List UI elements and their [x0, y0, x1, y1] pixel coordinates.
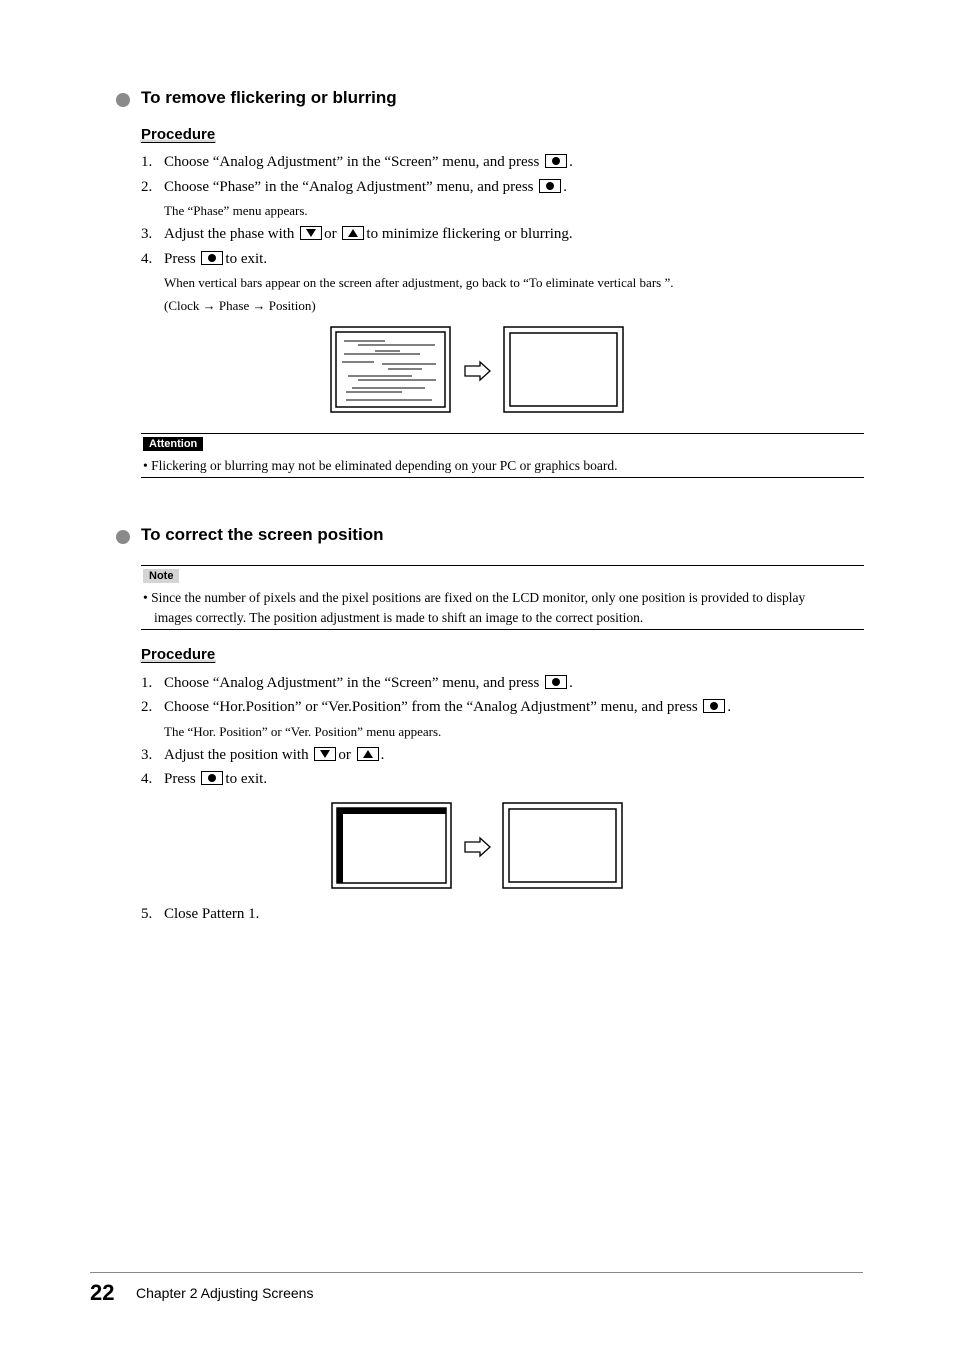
enter-button-icon [545, 154, 567, 168]
enter-button-icon [545, 675, 567, 689]
step-number: 4. [141, 251, 153, 267]
attention-item [143, 456, 618, 476]
step-text: Close Pattern 1. [164, 906, 260, 922]
step-number: 3. [141, 747, 153, 763]
up-arrow-button-icon [357, 747, 379, 761]
note-text-line2: images correctly. The position adjustment is made to shift an image to the correct position. [154, 610, 644, 625]
step-2-note: The “Hor. Position” or “Ver. Position” menu appears. [164, 724, 442, 739]
section-bullet-icon [116, 530, 130, 544]
step-text-end: to minimize flickering or blurring. [366, 226, 573, 242]
bullet-icon: • [143, 590, 148, 605]
step-text-end: to exit. [225, 251, 268, 267]
page-number: 22 [90, 1280, 115, 1305]
step-number: 3. [141, 226, 153, 242]
step-text-end: . [563, 179, 568, 195]
right-arrow-icon [465, 362, 490, 380]
step-text: Adjust the position with [164, 747, 309, 763]
step-text-end: . [569, 154, 573, 170]
blurred-screen-icon [331, 327, 450, 412]
down-arrow-button-icon [300, 226, 322, 240]
step-text: Choose “Phase” in the “Analog Adjustment” menu, and press [164, 179, 534, 195]
step-5 [141, 905, 259, 923]
bullet-icon: • [143, 458, 148, 473]
step-text: Press [164, 251, 196, 267]
procedure-label: Procedure [141, 126, 216, 143]
step-3 [141, 746, 384, 764]
footer-rule [90, 1272, 863, 1273]
centered-screen-icon [503, 803, 622, 888]
attention-tag: Attention [143, 437, 203, 451]
step-4-note: When vertical bars appear on the screen after adjustment, go back to “To eliminate vertical bars ”. [164, 275, 674, 290]
step-text: Choose “Analog Adjustment” in the “Screen” menu, and press [164, 154, 540, 170]
step-text-or: or [324, 226, 337, 242]
step-1 [141, 153, 573, 171]
chapter-title: Chapter 2 Adjusting Screens [136, 1285, 314, 1301]
step-2 [141, 178, 567, 196]
section-heading-position: To correct the screen position [141, 525, 384, 544]
enter-button-icon [703, 699, 725, 713]
note-top-rule [141, 565, 864, 566]
step-number: 4. [141, 771, 153, 787]
step-text-or: or [338, 747, 351, 763]
attention-top-rule [141, 433, 864, 434]
step-text: Choose “Analog Adjustment” in the “Screen” menu, and press [164, 675, 540, 691]
position-illustration [330, 801, 625, 890]
down-arrow-button-icon [314, 747, 336, 761]
note-text-line1: Since the number of pixels and the pixel positions are fixed on the LCD monitor, only one position is provided to display [151, 590, 806, 605]
step-3 [141, 225, 573, 243]
step-4 [141, 770, 267, 788]
step-4-sequence: (Clock → Phase → Position) [164, 298, 316, 313]
step-text-end: to exit. [225, 771, 268, 787]
step-text: Press [164, 771, 196, 787]
shifted-screen-icon [332, 803, 451, 888]
attention-bottom-rule [141, 477, 864, 478]
step-4 [141, 250, 267, 268]
step-text-end: . [569, 675, 573, 691]
note-bottom-rule [141, 629, 864, 630]
note-item [143, 588, 864, 628]
step-2-note: The “Phase” menu appears. [164, 203, 308, 218]
procedure-label: Procedure [141, 646, 216, 663]
step-number: 2. [141, 699, 153, 715]
step-number: 1. [141, 154, 153, 170]
step-text: Choose “Hor.Position” or “Ver.Position” from the “Analog Adjustment” menu, and press [164, 699, 698, 715]
note-tag: Note [143, 569, 179, 583]
enter-button-icon [201, 771, 223, 785]
step-2 [141, 698, 731, 716]
attention-text: Flickering or blurring may not be eliminated depending on your PC or graphics board. [151, 458, 618, 473]
section-bullet-icon [116, 93, 130, 107]
right-arrow-icon [465, 838, 490, 856]
up-arrow-button-icon [342, 226, 364, 240]
enter-button-icon [539, 179, 561, 193]
section-heading-flicker: To remove flickering or blurring [141, 88, 397, 107]
step-1 [141, 674, 573, 692]
step-text-end: . [727, 699, 732, 715]
step-number: 1. [141, 675, 153, 691]
enter-button-icon [201, 251, 223, 265]
clear-screen-icon [504, 327, 623, 412]
step-number: 5. [141, 906, 153, 922]
step-text: Adjust the phase with [164, 226, 295, 242]
flicker-illustration [330, 326, 625, 414]
step-number: 2. [141, 179, 153, 195]
step-text-end: . [380, 747, 385, 763]
